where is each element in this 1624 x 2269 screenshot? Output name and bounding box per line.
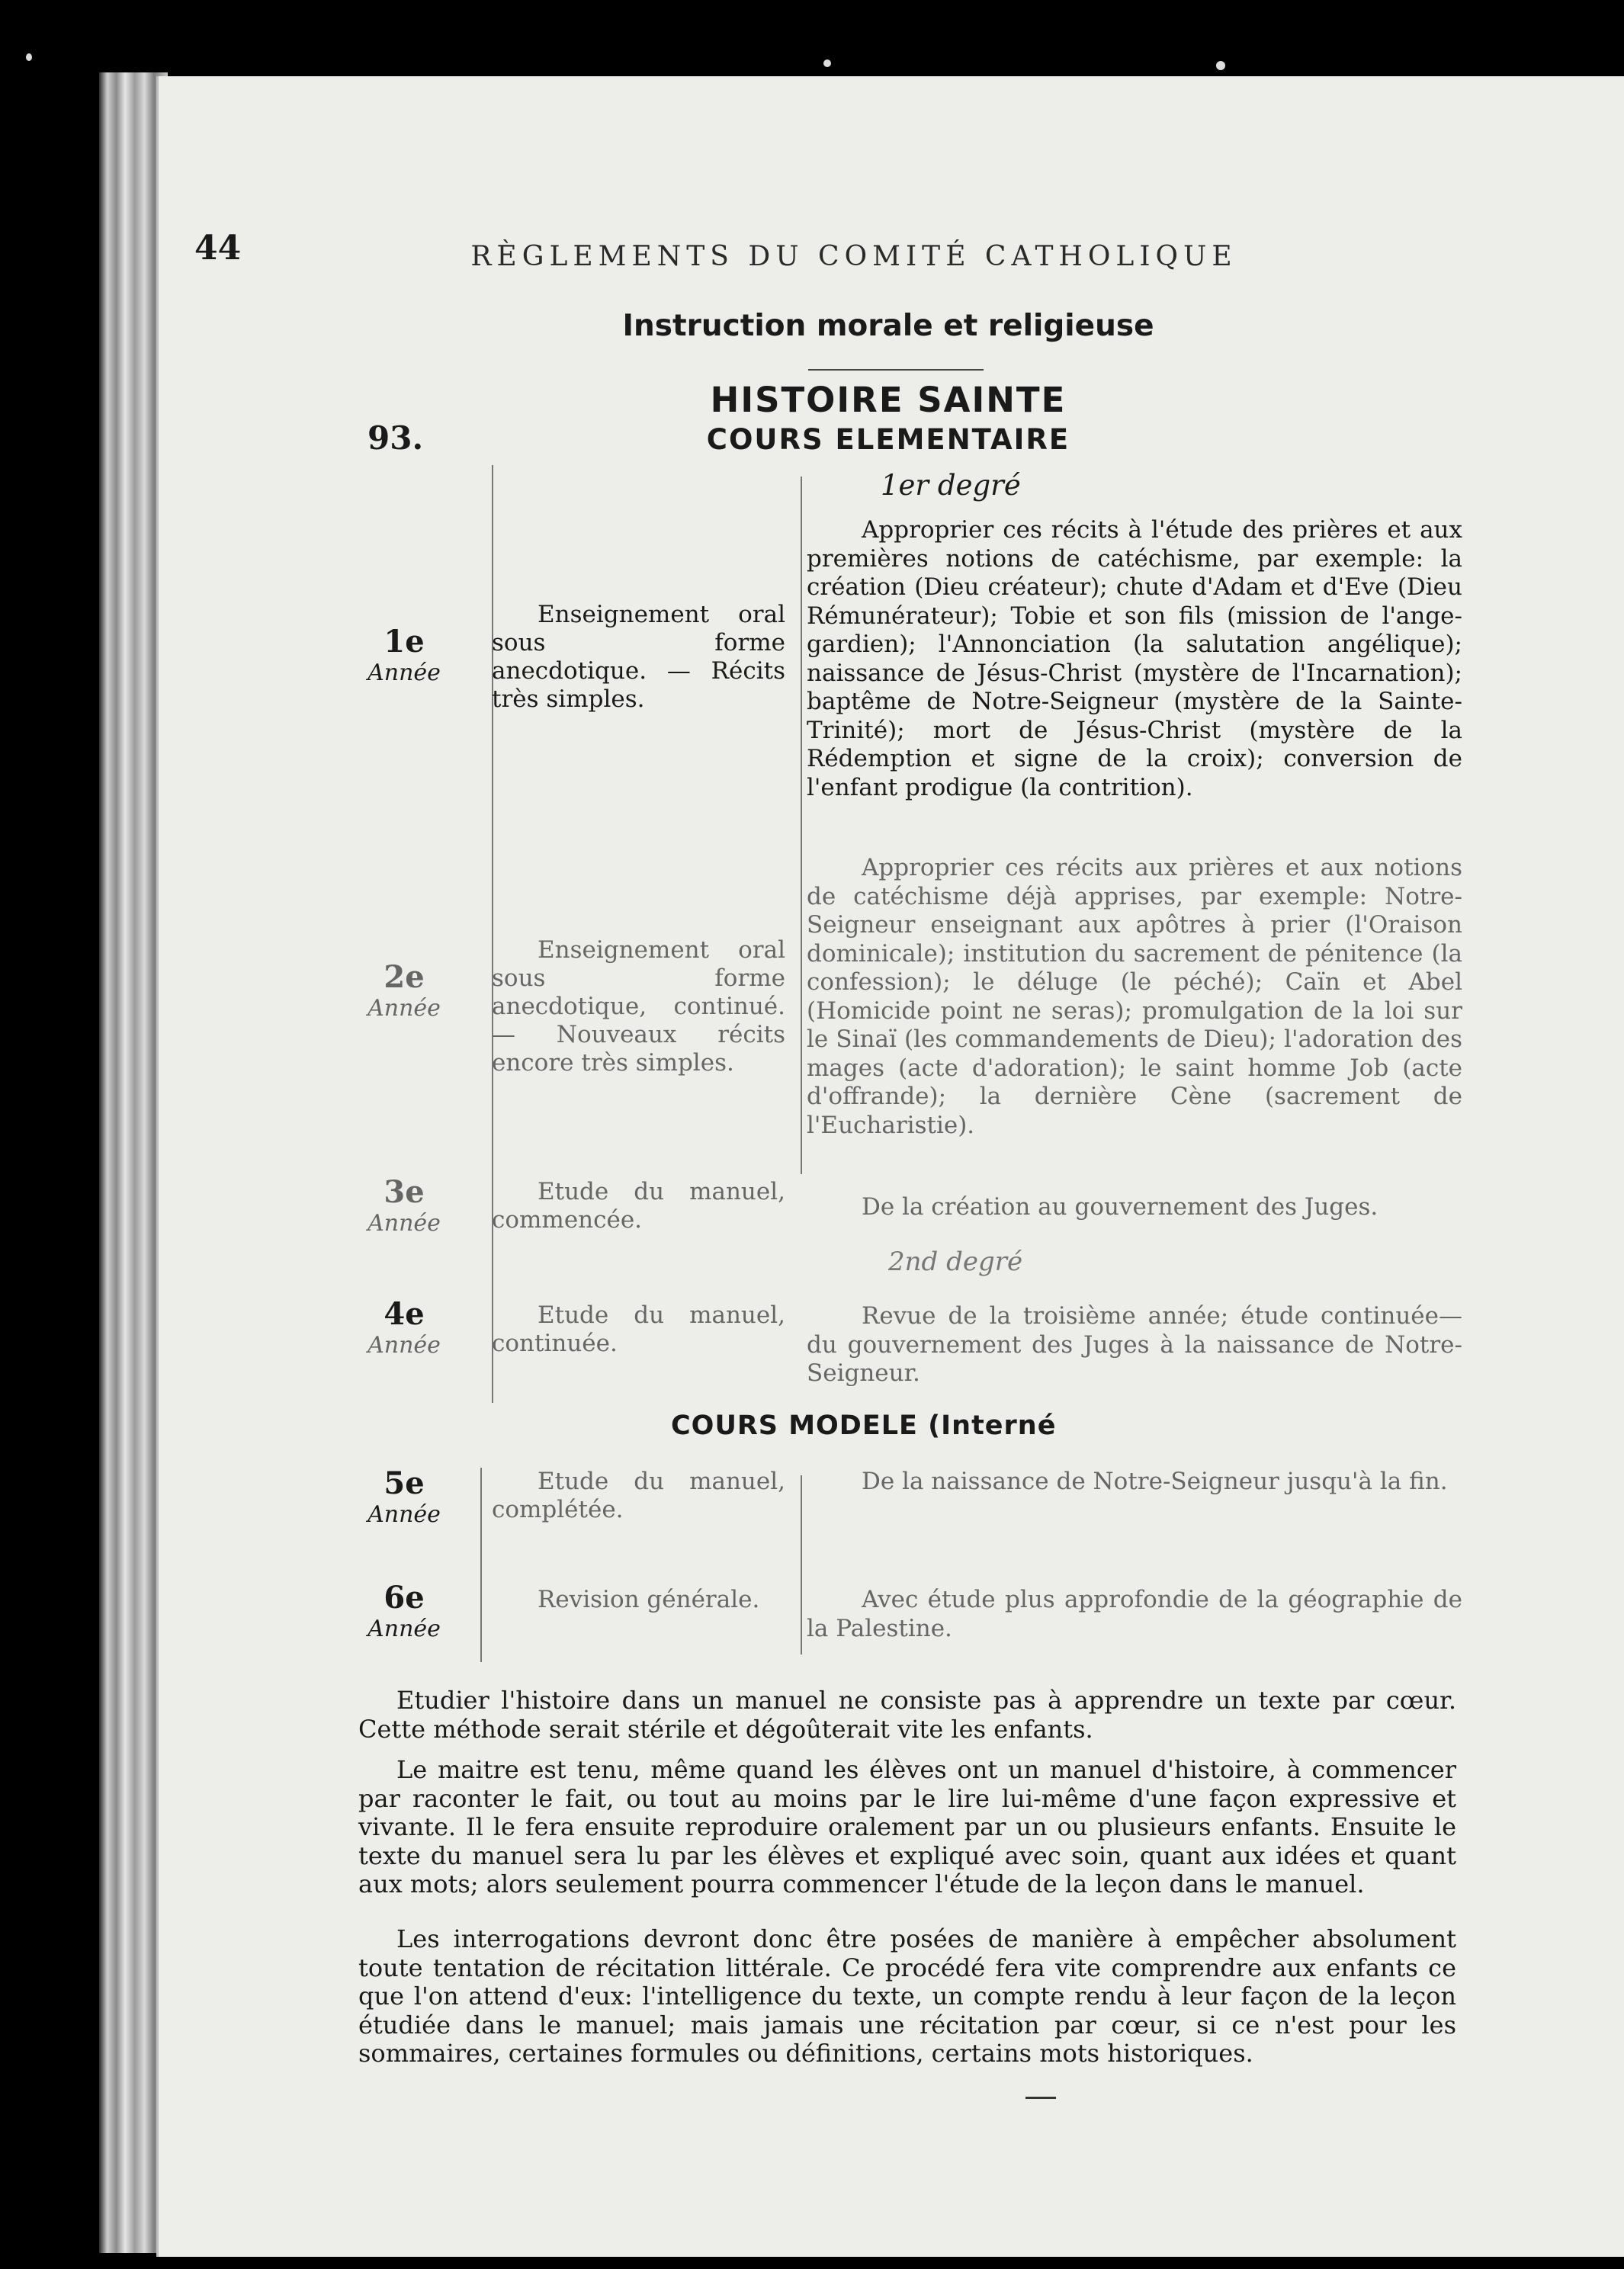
page-end-dash <box>1025 2097 1056 2099</box>
program-content-4: Revue de la troisième année; étude continuée—du gouvernement des Juges à la naissance de Notre-Seigneur. <box>807 1302 1462 1387</box>
year-number: 4e <box>384 1296 425 1332</box>
year-word: Année <box>367 1616 441 1642</box>
subject-title: HISTOIRE SAINTE <box>710 380 1067 420</box>
year-label-6 <box>358 1580 450 1642</box>
first-degree-label: 1er degré <box>881 469 1021 502</box>
program-content-3: De la création au gouvernement des Juges. <box>862 1193 1378 1221</box>
year-number: 2e <box>384 959 425 995</box>
teaching-method-3: Etude du manuel, commencée. <box>492 1178 785 1234</box>
scan-speck <box>1216 61 1225 70</box>
year-label-5 <box>358 1465 450 1528</box>
course-title: COURS ELEMENTAIRE <box>706 423 1070 456</box>
second-degree-label: 2nd degré <box>888 1247 1023 1277</box>
year-label-1 <box>358 624 450 686</box>
scan-speck <box>26 53 32 61</box>
year-word: Année <box>367 1501 441 1528</box>
program-content-2: Approprier ces récits aux prières et aux notions de catéchisme déjà apprises, par exemple: Notre-Seigneur enseignant aux apôtres à prier (l'Oraison dominicale); institution du sacrement de pénitence (la confession); le déluge (le péché); Caïn et Abel (Homicide point ne seras); promulgation de la loi sur le Sinaï (les commandements de Dieu); l'adoration des mages (acte d'adoration); le saint homme Job (acte d'offrande); la dernière Cène (sacrement de l'Eucharistie). <box>807 854 1462 1139</box>
running-title: RÈGLEMENTS DU COMITÉ CATHOLIQUE <box>470 241 1237 272</box>
scan-speck <box>823 59 831 67</box>
year-word: Année <box>367 1332 441 1359</box>
program-content-6: Avec étude plus approfondie de la géographie de la Palestine. <box>807 1586 1462 1642</box>
program-content-5: De la naissance de Notre-Seigneur jusqu'à la fin. <box>862 1468 1448 1495</box>
column-rule-right-lower <box>801 1475 802 1654</box>
heading-rule <box>808 369 984 371</box>
year-number: 3e <box>384 1174 425 1210</box>
year-number: 6e <box>384 1580 425 1616</box>
year-label-4 <box>358 1296 450 1359</box>
teaching-method-1: Enseignement oral sous forme anecdotique. — Récits très simples. <box>492 601 785 713</box>
cours-modele-heading: COURS MODELE (Interné <box>671 1411 1057 1441</box>
paragraph-3: Les interrogations devront donc être posées de manière à empêcher absolument toute tentation de récitation littérale. Ce procédé fera vite comprendre aux enfants ce que l'on attend d'eux: l'intelligence du texte, un compte rendu à leur façon de la leçon étudiée dans le manuel; mais jamais une récitation par cœur, si ce n'est pour les sommaires, certaines formules ou définitions, certains mots historiques. <box>358 1924 1456 2068</box>
section-title: Instruction morale et religieuse <box>622 309 1154 343</box>
year-number: 1e <box>384 624 425 660</box>
teaching-method-6: Revision générale. <box>538 1586 760 1613</box>
teaching-method-2: Enseignement oral sous forme anecdotique, continué. — Nouveaux récits encore très simples. <box>492 936 785 1077</box>
teaching-method-4: Etude du manuel, continuée. <box>492 1301 785 1357</box>
page-number: 44 <box>194 229 242 268</box>
teaching-method-5: Etude du manuel, complétée. <box>492 1468 785 1523</box>
year-word: Année <box>367 995 441 1022</box>
paragraph-1: Etudier l'histoire dans un manuel ne consiste pas à apprendre un texte par cœur. Cette méthode serait stérile et dégoûterait vite les enfants. <box>358 1686 1456 1744</box>
paragraph-2: Le maitre est tenu, même quand les élèves ont un manuel d'histoire, à commencer par raconter le fait, ou tout au moins par le lire lui-même d'une façon expressive et vivante. Il le fera ensuite reproduire oralement par un ou plusieurs enfants. Ensuite le texte du manuel sera lu par les élèves et expliqué avec soin, quant aux idées et quant aux mots; alors seulement pourra commencer l'étude de la leçon dans le manuel. <box>358 1755 1456 1898</box>
year-label-2 <box>358 959 450 1022</box>
article-number: 93. <box>367 419 424 457</box>
column-rule-left-lower <box>480 1468 482 1662</box>
year-word: Année <box>367 1210 441 1237</box>
year-number: 5e <box>384 1465 425 1501</box>
column-rule-right <box>801 477 802 1174</box>
year-label-3 <box>358 1174 450 1237</box>
program-content-1: Approprier ces récits à l'étude des prières et aux premières notions de catéchisme, par exemple: la création (Dieu créateur); chute d'Adam et d'Eve (Dieu Rémunérateur); Tobie et son fils (mission de l'ange-gardien); l'Annonciation (la salutation angélique); naissance de Jésus-Christ (mystère de l'Incarnation); baptême de Notre-Seigneur (mystère de la Sainte-Trinité); mort de Jésus-Christ (mystère de la Rédemption et signe de la croix); conversion de l'enfant prodigue (la contrition). <box>807 516 1462 801</box>
year-word: Année <box>367 660 441 686</box>
